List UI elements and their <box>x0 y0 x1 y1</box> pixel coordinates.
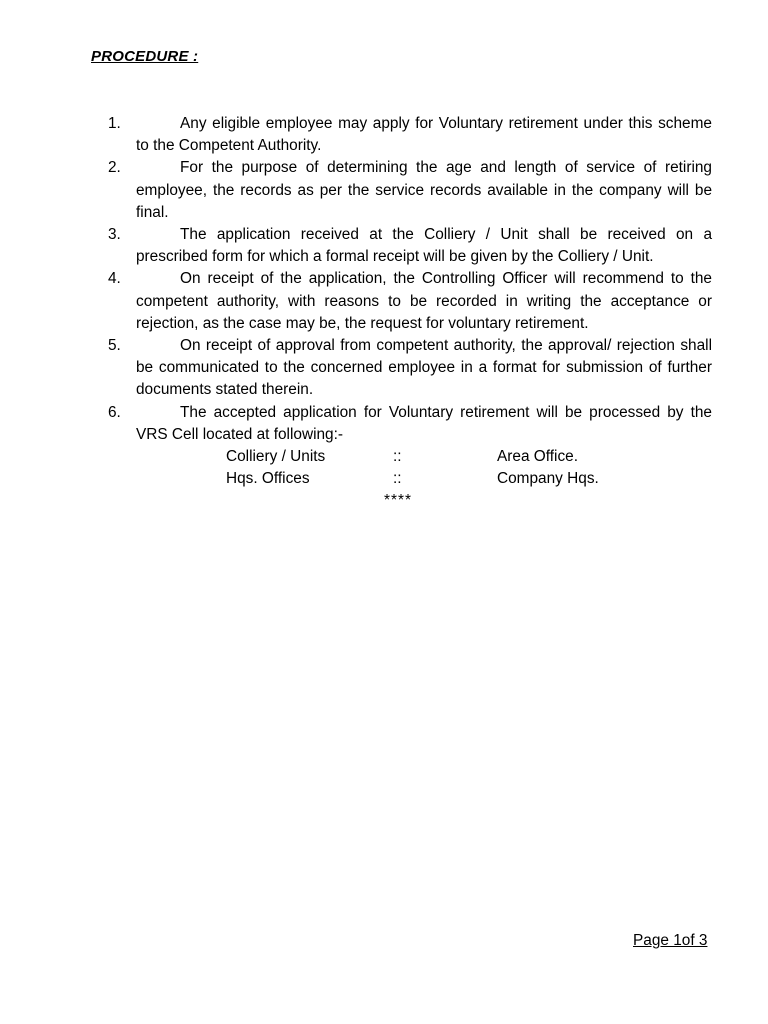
list-item <box>108 335 712 402</box>
location-separator: :: <box>393 470 402 488</box>
list-item <box>108 268 712 335</box>
item-number: 4. <box>108 270 121 288</box>
procedure-list <box>108 113 712 512</box>
item-text: The accepted application for Voluntary retirement will be processed by the VRS Cell located at following:- <box>136 403 712 443</box>
list-item <box>108 113 712 157</box>
item-number: 6. <box>108 403 121 421</box>
section-heading: PROCEDURE : <box>91 48 199 65</box>
end-marker: **** <box>384 492 412 510</box>
list-item <box>108 157 712 224</box>
location-office: Area Office. <box>497 448 578 466</box>
location-place: Colliery / Units <box>226 448 326 466</box>
item-text: The application received at the Colliery / Unit shall be received on a prescribed form for which a formal receipt will be given by the Colliery / Unit. <box>136 226 712 266</box>
location-office: Company Hqs. <box>497 470 599 488</box>
page-number: Page 1of 3 <box>633 932 708 949</box>
item-number: 3. <box>108 226 121 244</box>
item-number: 5. <box>108 337 121 355</box>
item-number: 1. <box>108 115 121 132</box>
item-number: 2. <box>108 159 121 177</box>
list-item <box>108 224 712 268</box>
location-place: Hqs. Offices <box>226 470 310 488</box>
item-text: Any eligible employee may apply for Voluntary retirement under this scheme to the Competent Authority. <box>136 115 712 155</box>
location-separator: :: <box>393 448 402 466</box>
list-item <box>108 402 712 446</box>
item-text: For the purpose of determining the age and length of service of retiring employee, the records as per the service records available in the company will be final. <box>136 159 712 221</box>
location-row <box>108 468 712 490</box>
location-row <box>108 446 712 468</box>
item-text: On receipt of the application, the Controlling Officer will recommend to the competent authority, with reasons to be recorded in writing the acceptance or rejection, as the case may be, the request for voluntary retirement. <box>136 270 712 332</box>
item-text: On receipt of approval from competent authority, the approval/ rejection shall be communicated to the concerned employee in a format for submission of further documents stated therein. <box>136 337 712 399</box>
